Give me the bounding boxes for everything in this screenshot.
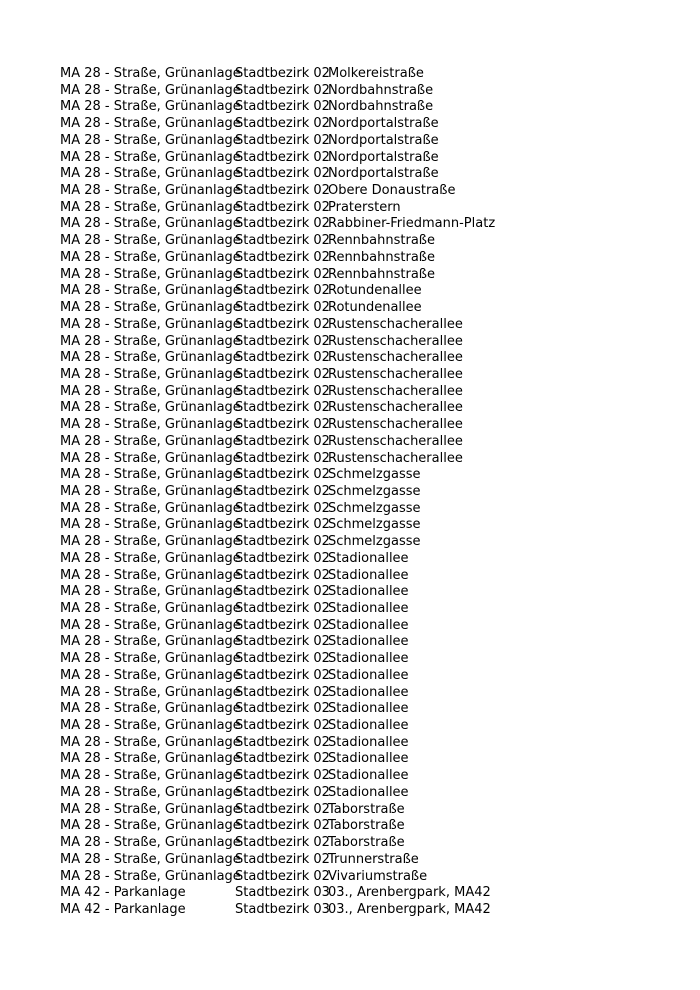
district-cell: Stadtbezirk 02 bbox=[235, 784, 330, 800]
location-cell: Rustenschacherallee bbox=[328, 316, 463, 332]
table-row bbox=[60, 685, 680, 702]
district-cell: Stadtbezirk 02 bbox=[235, 584, 330, 600]
location-cell: 03., Arenbergpark, MA42 bbox=[328, 885, 491, 901]
district-cell: Stadtbezirk 02 bbox=[235, 366, 330, 382]
district-cell: Stadtbezirk 02 bbox=[235, 266, 330, 282]
department-cell: MA 28 - Straße, Grünanlage bbox=[60, 500, 241, 516]
district-cell: Stadtbezirk 02 bbox=[235, 350, 330, 366]
location-cell: Stadionallee bbox=[328, 718, 409, 734]
table-row bbox=[60, 618, 680, 635]
department-cell: MA 28 - Straße, Grünanlage bbox=[60, 634, 241, 650]
location-cell: Stadionallee bbox=[328, 667, 409, 683]
table-row bbox=[60, 484, 680, 501]
district-cell: Stadtbezirk 02 bbox=[235, 751, 330, 767]
table-row bbox=[60, 367, 680, 384]
table-row bbox=[60, 300, 680, 317]
location-cell: Schmelzgasse bbox=[328, 467, 421, 483]
location-cell: Rustenschacherallee bbox=[328, 383, 463, 399]
table-row bbox=[60, 83, 680, 100]
department-cell: MA 28 - Straße, Grünanlage bbox=[60, 483, 241, 499]
district-cell: Stadtbezirk 02 bbox=[235, 684, 330, 700]
department-cell: MA 28 - Straße, Grünanlage bbox=[60, 132, 241, 148]
location-cell: Schmelzgasse bbox=[328, 483, 421, 499]
department-cell: MA 28 - Straße, Grünanlage bbox=[60, 718, 241, 734]
location-cell: Nordportalstraße bbox=[328, 149, 439, 165]
table-row bbox=[60, 66, 680, 83]
department-cell: MA 28 - Straße, Grünanlage bbox=[60, 366, 241, 382]
district-cell: Stadtbezirk 02 bbox=[235, 517, 330, 533]
district-cell: Stadtbezirk 02 bbox=[235, 718, 330, 734]
location-cell: Praterstern bbox=[328, 199, 401, 215]
location-cell: Trunnerstraße bbox=[328, 851, 419, 867]
location-cell: Stadionallee bbox=[328, 751, 409, 767]
district-cell: Stadtbezirk 02 bbox=[235, 734, 330, 750]
location-cell: Rustenschacherallee bbox=[328, 350, 463, 366]
table-row bbox=[60, 216, 680, 233]
department-cell: MA 28 - Straße, Grünanlage bbox=[60, 734, 241, 750]
table-row bbox=[60, 200, 680, 217]
location-cell: Rennbahnstraße bbox=[328, 233, 435, 249]
district-cell: Stadtbezirk 02 bbox=[235, 283, 330, 299]
department-cell: MA 28 - Straße, Grünanlage bbox=[60, 784, 241, 800]
location-cell: Stadionallee bbox=[328, 701, 409, 717]
district-cell: Stadtbezirk 02 bbox=[235, 550, 330, 566]
table-row bbox=[60, 568, 680, 585]
location-cell: Nordbahnstraße bbox=[328, 99, 434, 115]
district-cell: Stadtbezirk 02 bbox=[235, 383, 330, 399]
table-row bbox=[60, 718, 680, 735]
table-row bbox=[60, 751, 680, 768]
department-cell: MA 28 - Straße, Grünanlage bbox=[60, 350, 241, 366]
department-cell: MA 28 - Straße, Grünanlage bbox=[60, 701, 241, 717]
district-cell: Stadtbezirk 02 bbox=[235, 500, 330, 516]
district-cell: Stadtbezirk 02 bbox=[235, 634, 330, 650]
table-row bbox=[60, 651, 680, 668]
table-row bbox=[60, 701, 680, 718]
location-cell: Molkereistraße bbox=[328, 66, 424, 81]
table-row bbox=[60, 451, 680, 468]
location-cell: Taborstraße bbox=[328, 801, 405, 817]
department-cell: MA 28 - Straße, Grünanlage bbox=[60, 333, 241, 349]
department-cell: MA 28 - Straße, Grünanlage bbox=[60, 199, 241, 215]
district-cell: Stadtbezirk 02 bbox=[235, 66, 330, 81]
district-cell: Stadtbezirk 02 bbox=[235, 450, 330, 466]
department-cell: MA 28 - Straße, Grünanlage bbox=[60, 66, 241, 81]
location-cell: Rustenschacherallee bbox=[328, 417, 463, 433]
department-cell: MA 28 - Straße, Grünanlage bbox=[60, 751, 241, 767]
table-row bbox=[60, 668, 680, 685]
table-row bbox=[60, 283, 680, 300]
department-cell: MA 28 - Straße, Grünanlage bbox=[60, 82, 241, 98]
location-cell: Stadionallee bbox=[328, 567, 409, 583]
district-cell: Stadtbezirk 02 bbox=[235, 667, 330, 683]
location-cell: Rustenschacherallee bbox=[328, 450, 463, 466]
table-row bbox=[60, 601, 680, 618]
department-cell: MA 28 - Straße, Grünanlage bbox=[60, 99, 241, 115]
district-cell: Stadtbezirk 02 bbox=[235, 149, 330, 165]
location-cell: Taborstraße bbox=[328, 818, 405, 834]
table-row bbox=[60, 400, 680, 417]
location-cell: Rustenschacherallee bbox=[328, 433, 463, 449]
location-cell: Stadionallee bbox=[328, 550, 409, 566]
district-cell: Stadtbezirk 02 bbox=[235, 216, 330, 232]
location-cell: Rabbiner-Friedmann-Platz bbox=[328, 216, 496, 232]
location-cell: Rennbahnstraße bbox=[328, 266, 435, 282]
department-cell: MA 28 - Straße, Grünanlage bbox=[60, 316, 241, 332]
department-cell: MA 28 - Straße, Grünanlage bbox=[60, 149, 241, 165]
table-row bbox=[60, 434, 680, 451]
location-cell: Obere Donaustraße bbox=[328, 183, 456, 199]
district-cell: Stadtbezirk 02 bbox=[235, 116, 330, 132]
table-row bbox=[60, 852, 680, 869]
location-cell: Stadionallee bbox=[328, 634, 409, 650]
district-cell: Stadtbezirk 02 bbox=[235, 483, 330, 499]
table-row bbox=[60, 885, 680, 902]
table-row bbox=[60, 166, 680, 183]
district-cell: Stadtbezirk 02 bbox=[235, 199, 330, 215]
table-row bbox=[60, 634, 680, 651]
district-cell: Stadtbezirk 02 bbox=[235, 768, 330, 784]
record-list bbox=[60, 66, 680, 919]
department-cell: MA 28 - Straße, Grünanlage bbox=[60, 216, 241, 232]
table-row bbox=[60, 869, 680, 886]
department-cell: MA 42 - Parkanlage bbox=[60, 901, 186, 917]
location-cell: Rennbahnstraße bbox=[328, 249, 435, 265]
department-cell: MA 28 - Straße, Grünanlage bbox=[60, 283, 241, 299]
location-cell: Rotundenallee bbox=[328, 283, 422, 299]
department-cell: MA 42 - Parkanlage bbox=[60, 885, 186, 901]
department-cell: MA 28 - Straße, Grünanlage bbox=[60, 400, 241, 416]
department-cell: MA 28 - Straße, Grünanlage bbox=[60, 433, 241, 449]
table-row bbox=[60, 818, 680, 835]
location-cell: Schmelzgasse bbox=[328, 534, 421, 550]
table-row bbox=[60, 551, 680, 568]
table-row bbox=[60, 183, 680, 200]
district-cell: Stadtbezirk 02 bbox=[235, 534, 330, 550]
table-row bbox=[60, 250, 680, 267]
location-cell: Stadionallee bbox=[328, 617, 409, 633]
table-row bbox=[60, 584, 680, 601]
table-row bbox=[60, 334, 680, 351]
department-cell: MA 28 - Straße, Grünanlage bbox=[60, 534, 241, 550]
table-row bbox=[60, 517, 680, 534]
district-cell: Stadtbezirk 03 bbox=[235, 885, 330, 901]
district-cell: Stadtbezirk 02 bbox=[235, 651, 330, 667]
district-cell: Stadtbezirk 02 bbox=[235, 333, 330, 349]
department-cell: MA 28 - Straße, Grünanlage bbox=[60, 651, 241, 667]
department-cell: MA 28 - Straße, Grünanlage bbox=[60, 383, 241, 399]
table-row bbox=[60, 116, 680, 133]
table-row bbox=[60, 902, 680, 919]
district-cell: Stadtbezirk 02 bbox=[235, 835, 330, 851]
location-cell: Vivariumstraße bbox=[328, 868, 428, 884]
department-cell: MA 28 - Straße, Grünanlage bbox=[60, 300, 241, 316]
table-row bbox=[60, 501, 680, 518]
location-cell: Rustenschacherallee bbox=[328, 400, 463, 416]
department-cell: MA 28 - Straße, Grünanlage bbox=[60, 851, 241, 867]
table-row bbox=[60, 467, 680, 484]
district-cell: Stadtbezirk 02 bbox=[235, 467, 330, 483]
department-cell: MA 28 - Straße, Grünanlage bbox=[60, 584, 241, 600]
district-cell: Stadtbezirk 02 bbox=[235, 851, 330, 867]
district-cell: Stadtbezirk 02 bbox=[235, 316, 330, 332]
location-cell: Nordportalstraße bbox=[328, 132, 439, 148]
location-cell: Rustenschacherallee bbox=[328, 366, 463, 382]
department-cell: MA 28 - Straße, Grünanlage bbox=[60, 116, 241, 132]
department-cell: MA 28 - Straße, Grünanlage bbox=[60, 684, 241, 700]
department-cell: MA 28 - Straße, Grünanlage bbox=[60, 835, 241, 851]
department-cell: MA 28 - Straße, Grünanlage bbox=[60, 868, 241, 884]
department-cell: MA 28 - Straße, Grünanlage bbox=[60, 233, 241, 249]
location-cell: Stadionallee bbox=[328, 584, 409, 600]
department-cell: MA 28 - Straße, Grünanlage bbox=[60, 550, 241, 566]
district-cell: Stadtbezirk 02 bbox=[235, 400, 330, 416]
district-cell: Stadtbezirk 02 bbox=[235, 249, 330, 265]
department-cell: MA 28 - Straße, Grünanlage bbox=[60, 667, 241, 683]
district-cell: Stadtbezirk 02 bbox=[235, 567, 330, 583]
table-row bbox=[60, 233, 680, 250]
location-cell: Stadionallee bbox=[328, 768, 409, 784]
district-cell: Stadtbezirk 02 bbox=[235, 417, 330, 433]
table-row bbox=[60, 267, 680, 284]
district-cell: Stadtbezirk 02 bbox=[235, 433, 330, 449]
district-cell: Stadtbezirk 02 bbox=[235, 183, 330, 199]
table-row bbox=[60, 350, 680, 367]
location-cell: Taborstraße bbox=[328, 835, 405, 851]
location-cell: Rotundenallee bbox=[328, 300, 422, 316]
location-cell: Nordportalstraße bbox=[328, 116, 439, 132]
district-cell: Stadtbezirk 02 bbox=[235, 617, 330, 633]
department-cell: MA 28 - Straße, Grünanlage bbox=[60, 601, 241, 616]
department-cell: MA 28 - Straße, Grünanlage bbox=[60, 467, 241, 483]
district-cell: Stadtbezirk 02 bbox=[235, 166, 330, 182]
table-row bbox=[60, 99, 680, 116]
department-cell: MA 28 - Straße, Grünanlage bbox=[60, 417, 241, 433]
location-cell: Nordbahnstraße bbox=[328, 82, 434, 98]
location-cell: Schmelzgasse bbox=[328, 500, 421, 516]
location-cell: Stadionallee bbox=[328, 684, 409, 700]
location-cell: Stadionallee bbox=[328, 784, 409, 800]
table-row bbox=[60, 417, 680, 434]
department-cell: MA 28 - Straße, Grünanlage bbox=[60, 450, 241, 466]
location-cell: Nordportalstraße bbox=[328, 166, 439, 182]
table-row bbox=[60, 317, 680, 334]
table-row bbox=[60, 835, 680, 852]
district-cell: Stadtbezirk 02 bbox=[235, 818, 330, 834]
department-cell: MA 28 - Straße, Grünanlage bbox=[60, 183, 241, 199]
district-cell: Stadtbezirk 02 bbox=[235, 99, 330, 115]
location-cell: Stadionallee bbox=[328, 734, 409, 750]
district-cell: Stadtbezirk 02 bbox=[235, 300, 330, 316]
location-cell: Rustenschacherallee bbox=[328, 333, 463, 349]
location-cell: Stadionallee bbox=[328, 651, 409, 667]
table-row bbox=[60, 133, 680, 150]
department-cell: MA 28 - Straße, Grünanlage bbox=[60, 801, 241, 817]
location-cell: Stadionallee bbox=[328, 601, 409, 616]
table-row bbox=[60, 384, 680, 401]
district-cell: Stadtbezirk 02 bbox=[235, 701, 330, 717]
table-row bbox=[60, 735, 680, 752]
department-cell: MA 28 - Straße, Grünanlage bbox=[60, 249, 241, 265]
table-row bbox=[60, 534, 680, 551]
location-cell: 03., Arenbergpark, MA42 bbox=[328, 901, 491, 917]
table-row bbox=[60, 802, 680, 819]
department-cell: MA 28 - Straße, Grünanlage bbox=[60, 768, 241, 784]
district-cell: Stadtbezirk 02 bbox=[235, 132, 330, 148]
department-cell: MA 28 - Straße, Grünanlage bbox=[60, 166, 241, 182]
district-cell: Stadtbezirk 02 bbox=[235, 868, 330, 884]
department-cell: MA 28 - Straße, Grünanlage bbox=[60, 818, 241, 834]
department-cell: MA 28 - Straße, Grünanlage bbox=[60, 567, 241, 583]
district-cell: Stadtbezirk 02 bbox=[235, 82, 330, 98]
department-cell: MA 28 - Straße, Grünanlage bbox=[60, 266, 241, 282]
department-cell: MA 28 - Straße, Grünanlage bbox=[60, 517, 241, 533]
department-cell: MA 28 - Straße, Grünanlage bbox=[60, 617, 241, 633]
location-cell: Schmelzgasse bbox=[328, 517, 421, 533]
table-row bbox=[60, 150, 680, 167]
district-cell: Stadtbezirk 02 bbox=[235, 233, 330, 249]
district-cell: Stadtbezirk 03 bbox=[235, 901, 330, 917]
table-row bbox=[60, 785, 680, 802]
table-row bbox=[60, 768, 680, 785]
district-cell: Stadtbezirk 02 bbox=[235, 801, 330, 817]
district-cell: Stadtbezirk 02 bbox=[235, 601, 330, 616]
